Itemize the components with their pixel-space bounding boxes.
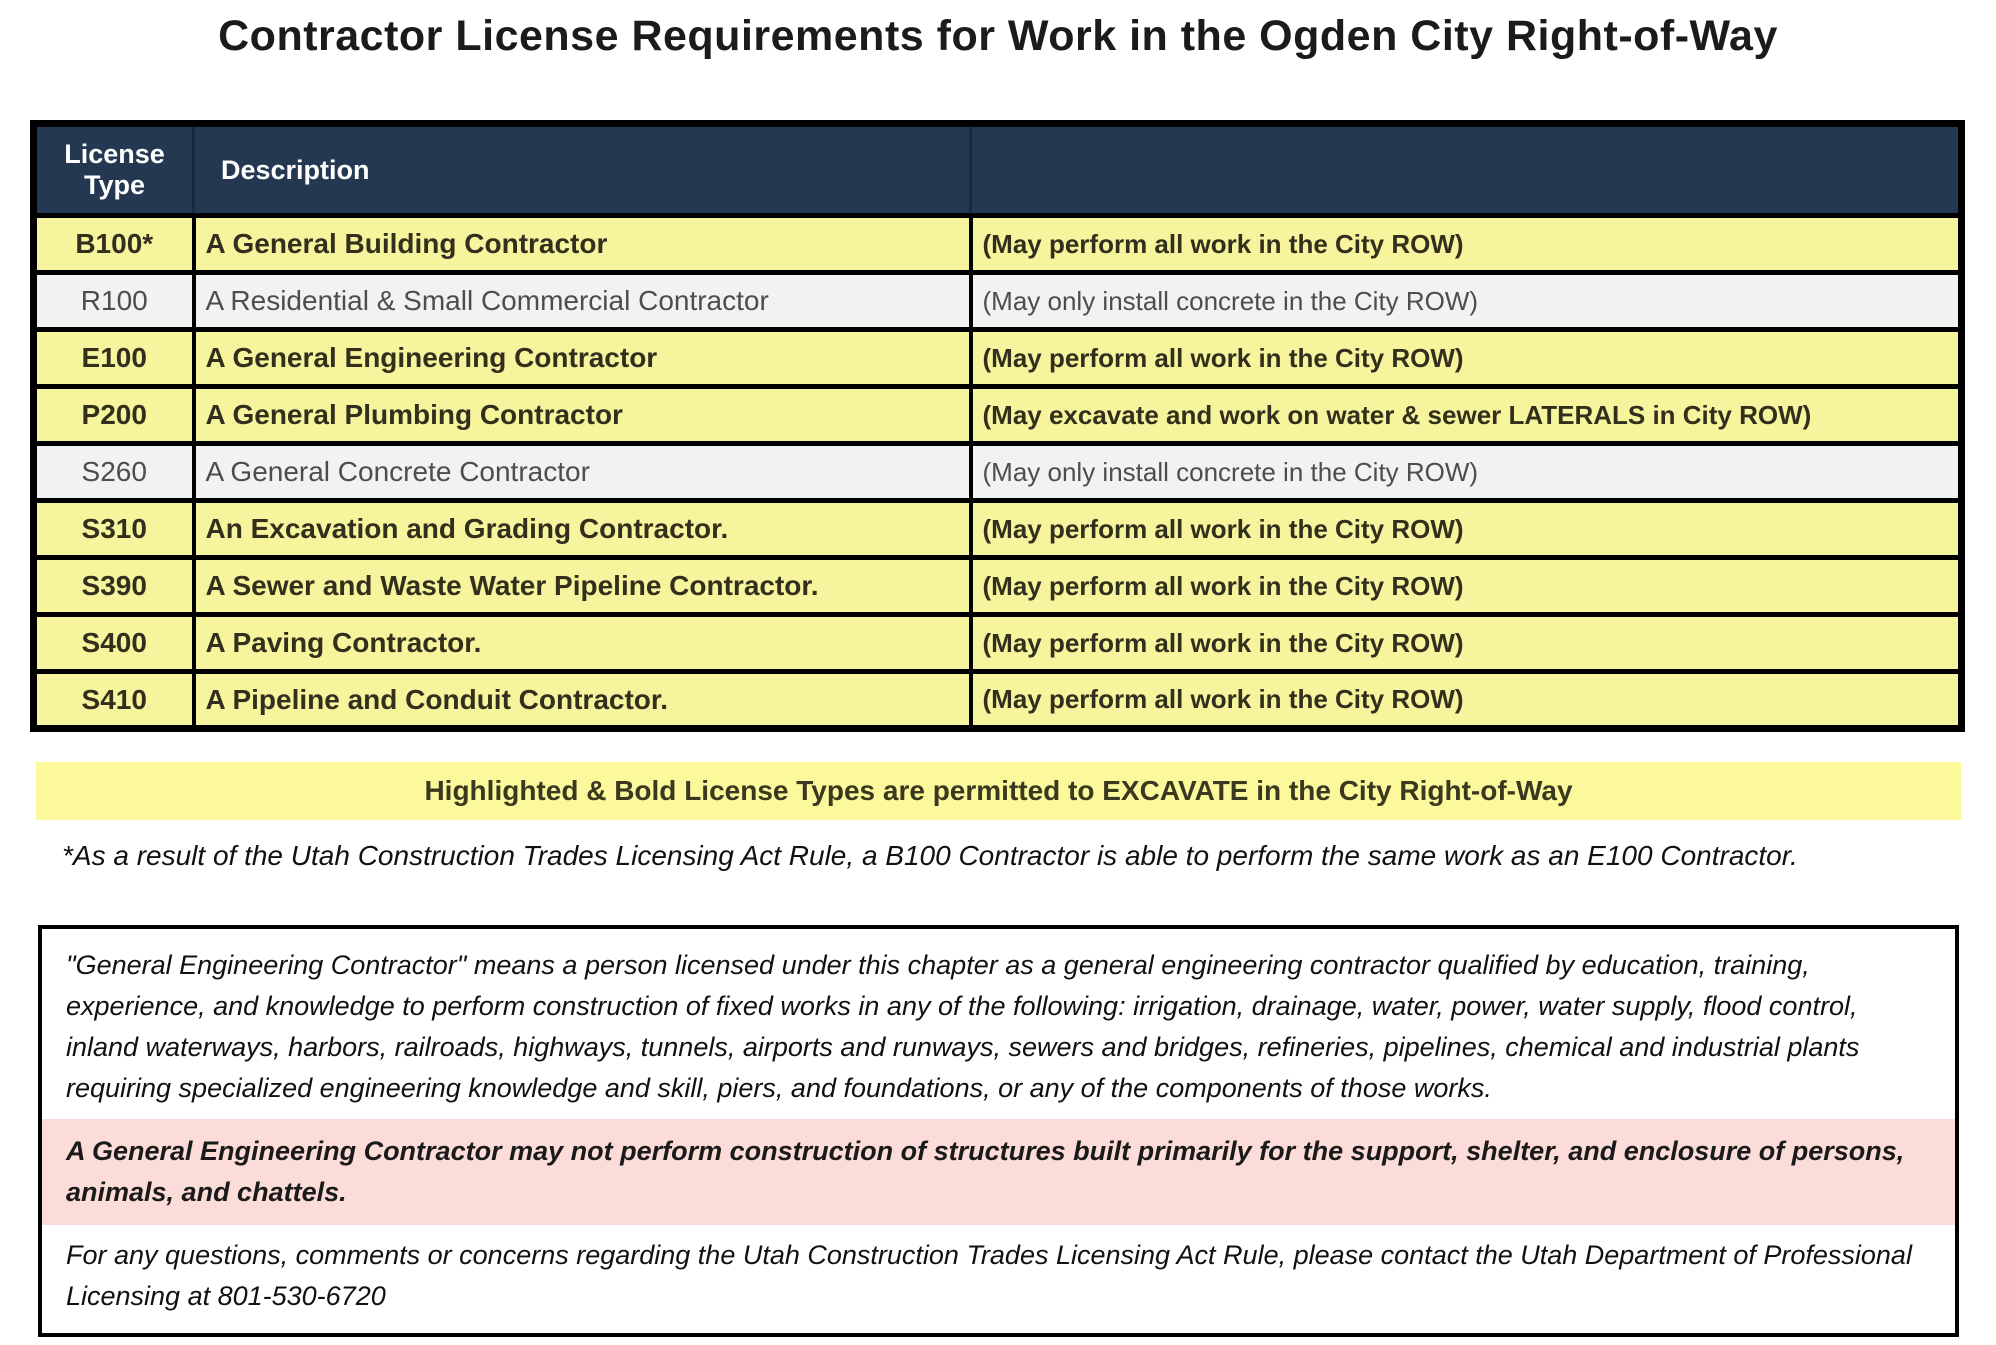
description-cell: An Excavation and Grading Contractor. — [194, 501, 971, 558]
notes-header — [971, 124, 1962, 216]
description-cell: A General Building Contractor — [194, 216, 971, 273]
license-type-cell: S410 — [34, 672, 194, 729]
description-cell: A General Plumbing Contractor — [194, 387, 971, 444]
table-row — [34, 672, 1962, 729]
table-row — [34, 216, 1962, 273]
description-header: Description — [194, 124, 971, 216]
b100-footnote: *As a result of the Utah Construction Trades Licensing Act Rule, a B100 Contractor is able to perform the same work as an E100 Contractor. — [62, 840, 1798, 871]
description-cell: A Sewer and Waste Water Pipeline Contractor. — [194, 558, 971, 615]
license-requirements-table — [30, 120, 1965, 732]
license-type-cell: S390 — [34, 558, 194, 615]
table-row — [34, 444, 1962, 501]
description-cell: A General Engineering Contractor — [194, 330, 971, 387]
note-cell: (May perform all work in the City ROW) — [971, 672, 1962, 729]
description-cell: A Residential & Small Commercial Contractor — [194, 273, 971, 330]
note-cell: (May perform all work in the City ROW) — [971, 501, 1962, 558]
table-row — [34, 501, 1962, 558]
description-cell: A Pipeline and Conduit Contractor. — [194, 672, 971, 729]
restriction-paragraph: A General Engineering Contractor may not perform construction of structures built primarily for the support, shelter, and enclosure of persons, animals, and chattels. — [42, 1119, 1955, 1225]
note-cell: (May only install concrete in the City ROW) — [971, 273, 1962, 330]
note-cell: (May perform all work in the City ROW) — [971, 558, 1962, 615]
description-cell: A General Concrete Contractor — [194, 444, 971, 501]
note-cell: (May perform all work in the City ROW) — [971, 615, 1962, 672]
table-row — [34, 387, 1962, 444]
page-title: Contractor License Requirements for Work in the Ogden City Right-of-Way — [218, 12, 1778, 60]
table-row — [34, 615, 1962, 672]
header-row — [34, 124, 1962, 216]
excavate-permission-banner: Highlighted & Bold License Types are permitted to EXCAVATE in the City Right-of-Way — [36, 762, 1961, 820]
note-cell: (May perform all work in the City ROW) — [971, 216, 1962, 273]
license-type-header: License Type — [34, 124, 194, 216]
contact-paragraph: For any questions, comments or concerns regarding the Utah Construction Trades Licensing Act Rule, please contact the Utah Department of Professional Licensing at 801-530-6720 — [66, 1240, 1912, 1311]
license-type-cell: S400 — [34, 615, 194, 672]
note-cell: (May only install concrete in the City ROW) — [971, 444, 1962, 501]
table-row — [34, 330, 1962, 387]
license-type-cell: R100 — [34, 273, 194, 330]
license-type-cell: E100 — [34, 330, 194, 387]
table-row — [34, 273, 1962, 330]
license-type-cell: S260 — [34, 444, 194, 501]
engineering-contractor-info-box — [38, 925, 1959, 1337]
table-header — [34, 124, 1962, 216]
definition-paragraph: "General Engineering Contractor" means a person licensed under this chapter as a general engineering contractor qualified by education, training, experience, and knowledge to perform construction of fixed works in any of the following: irrigation, drainage, water, power, water supply, flood control, inland waterways, harbors, railroads, highways, tunnels, airports and runways, sewers and bridges, refineries, pipelines, chemical and industrial plants requiring specialized engineering knowledge and skill, piers, and foundations, or any of the components of those works. — [66, 950, 1860, 1103]
license-type-cell: S310 — [34, 501, 194, 558]
table-body — [34, 216, 1962, 729]
table-row — [34, 558, 1962, 615]
note-cell: (May perform all work in the City ROW) — [971, 330, 1962, 387]
license-type-cell: B100* — [34, 216, 194, 273]
note-cell: (May excavate and work on water & sewer LATERALS in City ROW) — [971, 387, 1962, 444]
license-type-cell: P200 — [34, 387, 194, 444]
description-cell: A Paving Contractor. — [194, 615, 971, 672]
